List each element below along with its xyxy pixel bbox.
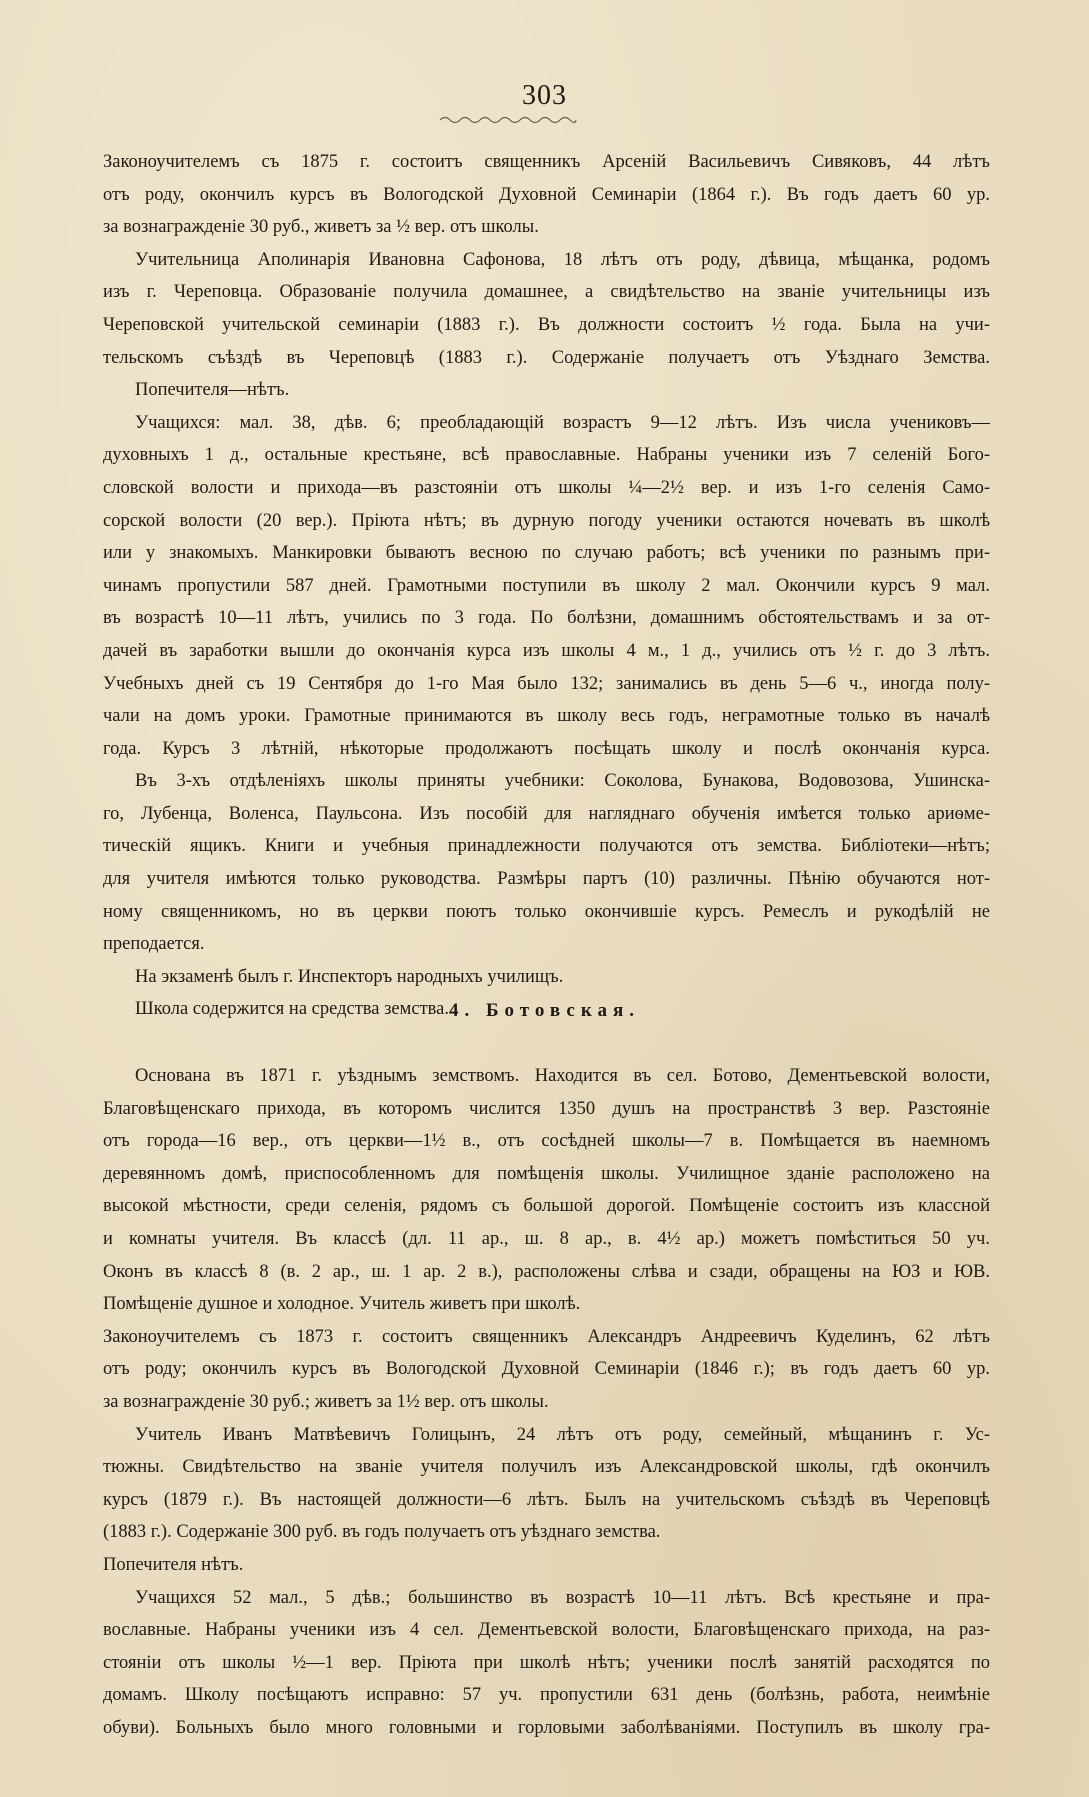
text-line: Благовѣщенскаго прихода, въ которомъ числится 1350 душъ на пространствѣ 3 вер. Разстоянiе bbox=[103, 1098, 990, 1119]
text-line: Въ 3-хъ отдѣленiяхъ школы приняты учебники: Соколова, Бунакова, Водовозова, Ушинска- bbox=[135, 771, 990, 792]
text-line: дачей въ заработки вышли до окончанiя курса изъ школы 4 м., 1 д., учились отъ ½ г. до 3 лѣтъ. bbox=[103, 640, 990, 661]
text-line: Попечителя—нѣтъ. bbox=[135, 380, 290, 401]
section-heading: 4. Ботовская. bbox=[448, 1000, 641, 1021]
page-number: 303 bbox=[522, 80, 567, 111]
text-line: Учительница Аполинарiя Ивановна Сафонова, 18 лѣтъ отъ роду, дѣвица, мѣщанка, родомъ bbox=[135, 249, 990, 270]
text-line: отъ роду; окончилъ курсъ въ Вологодской Духовной Семинарiи (1846 г.); въ годъ даетъ 60 ур. bbox=[103, 1359, 990, 1380]
text-line: Законоучителемъ съ 1875 г. состоитъ священникъ Арсенiй Васильевичъ Сивяковъ, 44 лѣтъ bbox=[103, 152, 990, 172]
text-line: Оконъ въ классѣ 8 (в. 2 ар., ш. 1 ар. 2 в.), расположены слѣва и сзади, обращены на ЮЗ и ЮВ. bbox=[103, 1261, 990, 1282]
text-line: чали на домъ уроки. Грамотные принимаются въ школу весь годъ, неграмотные только въ началѣ bbox=[103, 706, 990, 727]
text-line: курсъ (1879 г.). Въ настоящей должности—6 лѣтъ. Былъ на учительскомъ съѣздѣ въ Череповцѣ bbox=[103, 1489, 990, 1510]
text-line: тюжны. Свидѣтельство на званiе учителя получилъ изъ Александровской школы, гдѣ окончилъ bbox=[103, 1457, 990, 1478]
text-line: словской волости и прихода—въ разстоянiи отъ школы ¼—2½ вер. и изъ 1-го селенiя Само- bbox=[103, 477, 990, 498]
text-line: Череповской учительской семинарiи (1883 г.). Въ должности состоитъ ½ года. Была на учи- bbox=[103, 314, 990, 335]
text-line: Основана въ 1871 г. уѣзднымъ земствомъ. Находится въ сел. Ботово, Дементьевской волости, bbox=[135, 1066, 990, 1086]
text-line: чинамъ пропустили 587 дней. Грамотными поступили въ школу 2 мал. Окончили курсъ 9 мал. bbox=[103, 575, 990, 596]
text-line: для учителя имѣются только руководства. Размѣры партъ (10) различны. Пѣнiю обучаются нот- bbox=[103, 869, 990, 890]
text-line: Учебныхъ дней съ 19 Сентября до 1-го Мая было 132; занимались въ день 5—6 ч., иногда полу- bbox=[103, 673, 990, 694]
text-line: Законоучителемъ съ 1873 г. состоитъ священникъ Александръ Андреевичъ Куделинъ, 62 лѣтъ bbox=[103, 1326, 990, 1347]
text-line: вославные. Набраны ученики изъ 4 сел. Дементьевской волости, Благовѣщенскаго прихода, на раз- bbox=[103, 1620, 990, 1641]
text-line: тельскомъ съѣздѣ въ Череповцѣ (1883 г.). Содержанiе получаетъ отъ Уѣзднаго Земства. bbox=[103, 347, 990, 368]
text-line: преподается. bbox=[103, 934, 205, 955]
text-line: или у знакомыхъ. Манкировки бываютъ весною по случаю работъ; всѣ ученики по разнымъ при- bbox=[103, 543, 990, 564]
text-line: сорской волости (20 вер.). Прiюта нѣтъ; въ дурную погоду ученики остаются ночевать въ школѣ bbox=[103, 510, 990, 531]
text-line: и комнаты учителя. Въ классѣ (дл. 11 ар., ш. 8 ар., в. 4½ ар.) можетъ помѣститься 50 уч. bbox=[103, 1228, 990, 1249]
text-line: за вознагражденiе 30 руб.; живетъ за 1½ вер. отъ школы. bbox=[103, 1391, 549, 1412]
text-line: На экзаменѣ былъ г. Инспекторъ народныхъ училищъ. bbox=[135, 966, 564, 987]
text-line: Помѣщенiе душное и холодное. Учитель живетъ при школѣ. bbox=[103, 1294, 581, 1315]
text-line: тическiй ящикъ. Книги и учебныя принадлежности получаются отъ земства. Библiотеки—нѣтъ; bbox=[103, 836, 990, 857]
text-line: деревянномъ домѣ, приспособленномъ для помѣщенiя школы. Училищное зданiе расположено на bbox=[103, 1163, 990, 1184]
text-line: обуви). Больныхъ было много головными и горловыми заболѣванiями. Поступилъ въ школу гра- bbox=[103, 1717, 990, 1738]
text-line: стоянiи отъ школы ½—1 вер. Прiюта при школѣ нѣтъ; ученики послѣ занятiй расходятся по bbox=[103, 1652, 990, 1673]
wavy-rule-ornament bbox=[438, 114, 578, 126]
text-line: Учащихся 52 мал., 5 дѣв.; большинство въ возрастѣ 10—11 лѣтъ. Всѣ крестьяне и пра- bbox=[135, 1587, 990, 1608]
text-line: года. Курсъ 3 лѣтнiй, нѣкоторые продолжаютъ посѣщать школу и послѣ окончанiя курса. bbox=[103, 738, 990, 759]
text-line: изъ г. Череповца. Образованiе получила домашнее, а свидѣтельство на званiе учительницы изъ bbox=[103, 282, 990, 303]
text-line: высокой мѣстности, среди селенiя, рядомъ съ большой дорогой. Помѣщенiе состоитъ изъ классной bbox=[103, 1196, 990, 1217]
text-line: духовныхъ 1 д., остальные крестьяне, всѣ православные. Набраны ученики изъ 7 селенiй Бого- bbox=[103, 445, 990, 466]
text-line: въ возрастѣ 10—11 лѣтъ, учились по 3 года. По болѣзни, домашнимъ обстоятельствамъ и за от- bbox=[103, 608, 990, 629]
text-line: Школа содержится на средства земства. bbox=[135, 999, 449, 1020]
section-text-1 bbox=[103, 146, 990, 1026]
text-line: отъ города—16 вер., отъ церкви—1½ в., отъ сосѣдней школы—7 в. Помѣщается въ наемномъ bbox=[103, 1131, 990, 1152]
text-line: отъ роду, окончилъ курсъ въ Вологодской Духовной Семинарiи (1864 г.). Въ годъ даетъ 60 ур. bbox=[103, 184, 990, 205]
text-line: Учитель Иванъ Матвѣевичъ Голицынъ, 24 лѣтъ отъ роду, семейный, мѣщанинъ г. Ус- bbox=[135, 1424, 990, 1445]
text-line: за вознагражденiе 30 руб., живетъ за ½ вер. отъ школы. bbox=[103, 217, 539, 238]
text-line: ному священникомъ, но въ церкви поютъ только окончившiе курсъ. Ремеслъ и рукодѣлiй не bbox=[103, 901, 990, 922]
text-line: (1883 г.). Содержанiе 300 руб. въ годъ получаетъ отъ уѣзднаго земства. bbox=[103, 1522, 661, 1543]
section-text-2 bbox=[103, 1060, 990, 1744]
text-line: Учащихся: мал. 38, дѣв. 6; преобладающiй возрастъ 9—12 лѣтъ. Изъ числа учениковъ— bbox=[135, 412, 990, 433]
text-line: Попечителя нѣтъ. bbox=[103, 1554, 244, 1575]
text-line: домамъ. Школу посѣщаютъ исправно: 57 уч. пропустили 631 день (болѣзнь, работа, неимѣнiе bbox=[103, 1685, 990, 1706]
text-line: го, Лубенца, Воленса, Паульсона. Изъ пособiй для нагляднаго обученiя имѣется только ариѳме- bbox=[103, 803, 990, 824]
